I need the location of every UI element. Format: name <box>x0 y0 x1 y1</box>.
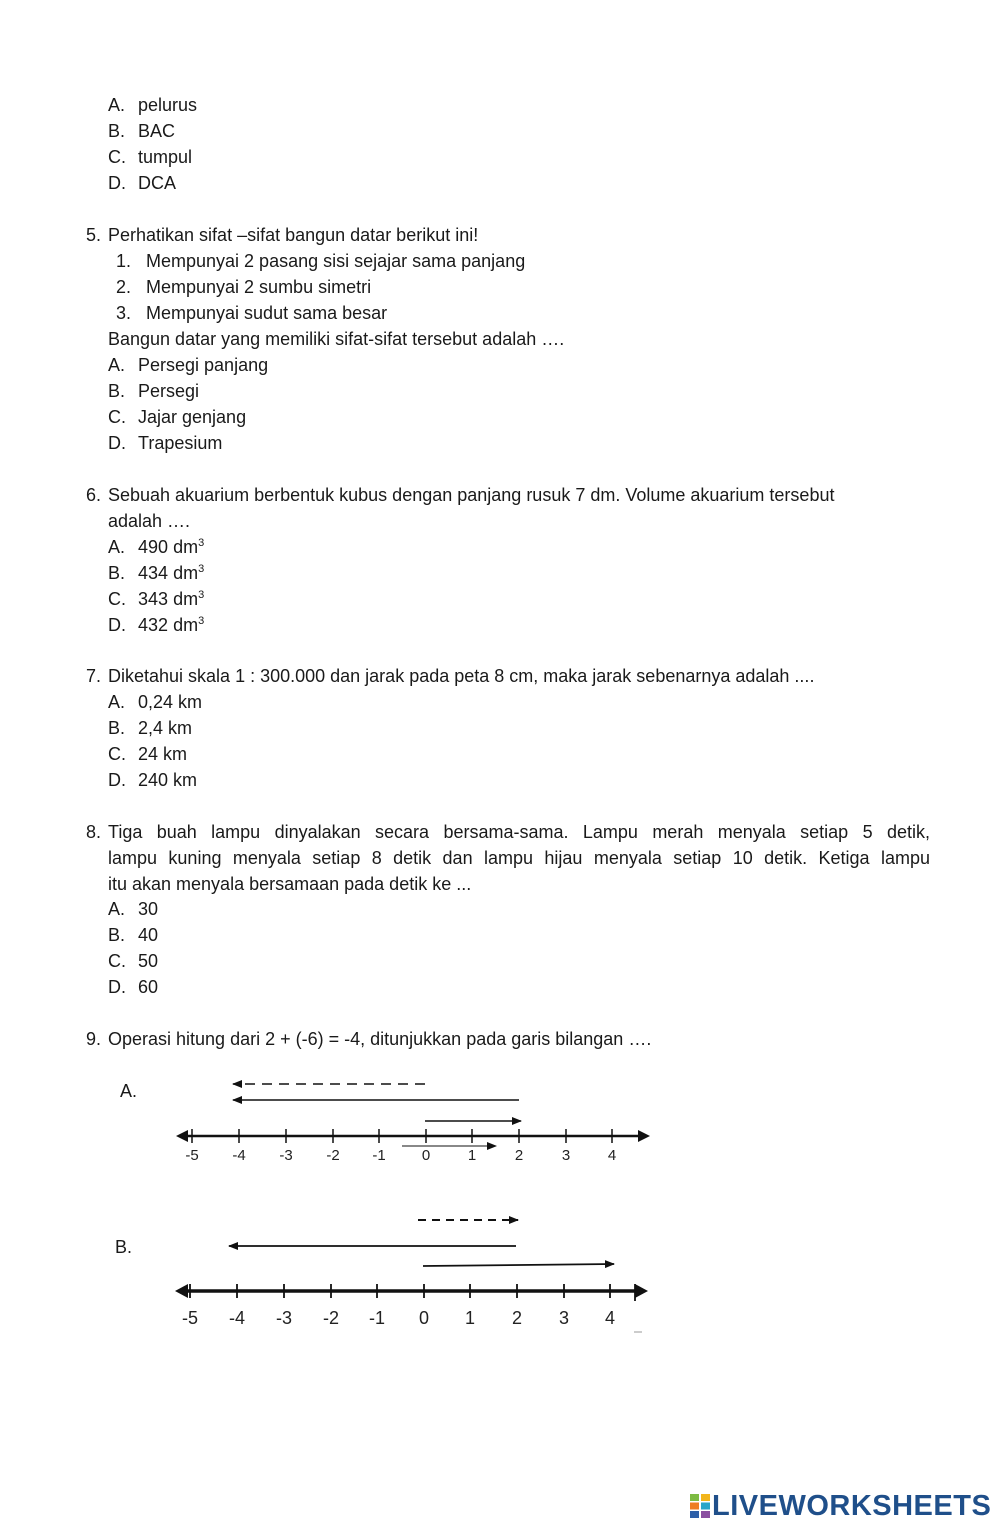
q7-option-a <box>108 691 202 713</box>
number-line-b <box>170 1206 670 1336</box>
tick-label: -1 <box>372 1147 386 1164</box>
q5-text: Perhatikan sifat –sifat bangun datar berikut ini! <box>108 225 479 245</box>
option-text: 2,4 km <box>138 718 193 738</box>
tick-label: 0 <box>421 1147 431 1164</box>
tick-label: -2 <box>326 1147 340 1164</box>
q5-item-3 <box>116 302 387 324</box>
q9-option-a-label: A. <box>120 1081 138 1101</box>
q5-option-c <box>108 406 246 428</box>
option-letter: B. <box>108 381 126 401</box>
option-text: 60 <box>138 977 159 997</box>
option-letter: C. <box>108 147 126 167</box>
axis-left-arrowhead <box>175 1284 188 1298</box>
option-letter: D. <box>108 615 126 635</box>
option-value: 490 <box>138 537 169 557</box>
q8-number: 8. <box>86 822 102 842</box>
option-letter: A. <box>108 692 126 712</box>
q7-option-b <box>108 717 192 739</box>
q9-number: 9. <box>86 1029 102 1049</box>
tick-label: -1 <box>368 1308 386 1328</box>
q6-number: 6. <box>86 485 102 505</box>
number-line-a <box>170 1066 670 1176</box>
tick-label: 2 <box>511 1308 523 1328</box>
tick-label: -5 <box>181 1308 199 1328</box>
tick-label: 4 <box>604 1308 616 1328</box>
q8-option-d <box>108 976 158 998</box>
q8-option-b <box>108 924 158 946</box>
tick-label: -4 <box>228 1308 246 1328</box>
tick-label: 0 <box>418 1308 430 1328</box>
q5-item-2 <box>116 276 371 298</box>
q6-text-line1: Sebuah akuarium berbentuk kubus dengan panjang rusuk 7 dm. Volume akuarium tersebut <box>108 485 835 505</box>
tick-label: -3 <box>279 1147 293 1164</box>
q5-number: 5. <box>86 225 102 245</box>
option-unit: dm <box>173 615 199 635</box>
tick-label: 2 <box>514 1147 524 1164</box>
axis-left-arrowhead <box>176 1130 188 1142</box>
option-text: 0,24 km <box>138 692 203 712</box>
option-text: 24 km <box>138 744 188 764</box>
option-text: 240 km <box>138 770 198 790</box>
option-letter: D. <box>108 770 126 790</box>
option-text: Persegi <box>138 381 200 401</box>
option-letter: A. <box>108 355 126 375</box>
option-letter: A. <box>108 899 126 919</box>
option-unit: dm <box>173 537 199 557</box>
tick-label: 4 <box>607 1147 617 1164</box>
q8-text-line2: lampu kuning menyala setiap 8 detik dan lampu hijau menyala setiap 10 detik. Ketiga lampu <box>108 848 930 868</box>
option-text: DCA <box>138 173 177 193</box>
item-number: 3. <box>116 303 132 323</box>
q8-text-line1: Tiga buah lampu dinyalakan secara bersama-sama. Lampu merah menyala setiap 5 detik, <box>108 822 930 842</box>
q5-option-d <box>108 432 222 454</box>
q8-option-c <box>108 950 158 972</box>
option-letter: A. <box>108 537 126 557</box>
option-letter: B. <box>108 121 126 141</box>
q9-text: Operasi hitung dari 2 + (-6) = -4, ditunjukkan pada garis bilangan …. <box>108 1029 652 1049</box>
option-letter: B. <box>108 563 126 583</box>
option-text: 30 <box>138 899 159 919</box>
option-value: 432 <box>138 615 169 635</box>
option-text: BAC <box>138 121 176 141</box>
q6-option-c <box>108 588 204 610</box>
option-letter: D. <box>108 977 126 997</box>
tick-label: 1 <box>464 1308 476 1328</box>
q5-prompt: Bangun datar yang memiliki sifat-sifat tersebut adalah …. <box>108 329 565 349</box>
q4-option-d <box>108 172 176 194</box>
q5-item-1 <box>116 250 525 272</box>
tick-label: 3 <box>561 1147 571 1164</box>
option-letter: A. <box>108 95 126 115</box>
option-value: 343 <box>138 589 169 609</box>
q5-option-a <box>108 354 268 376</box>
q7-number: 7. <box>86 666 102 686</box>
item-number: 1. <box>116 251 132 271</box>
option-letter: C. <box>108 407 126 427</box>
logo-text: LIVEWORKSHEETS <box>712 1489 992 1522</box>
axis-right-arrowhead <box>635 1284 648 1298</box>
tick-label: 3 <box>558 1308 570 1328</box>
option-text: Trapesium <box>138 433 223 453</box>
q7-option-c <box>108 743 187 765</box>
option-exponent: 3 <box>198 589 205 601</box>
logo-blocks-icon <box>690 1494 710 1518</box>
right-arrow-0-to-4 <box>423 1264 614 1266</box>
option-letter: C. <box>108 951 126 971</box>
item-text: Mempunyai 2 sumbu simetri <box>146 277 372 297</box>
q5-option-b <box>108 380 199 402</box>
q4-option-b <box>108 120 175 142</box>
item-text: Mempunyai 2 pasang sisi sejajar sama panjang <box>146 251 526 271</box>
option-unit: dm <box>173 589 199 609</box>
option-text: pelurus <box>138 95 198 115</box>
option-letter: D. <box>108 433 126 453</box>
option-letter: B. <box>108 925 126 945</box>
q4-option-c <box>108 146 192 168</box>
tick-label: -3 <box>275 1308 293 1328</box>
q8-option-a <box>108 898 158 920</box>
tick-label: 1 <box>467 1147 477 1164</box>
option-value: 434 <box>138 563 169 583</box>
option-unit: dm <box>173 563 199 583</box>
item-text: Mempunyai sudut sama besar <box>146 303 388 323</box>
q9-option-b-label: B. <box>115 1237 133 1257</box>
option-letter: C. <box>108 744 126 764</box>
option-text: Jajar genjang <box>138 407 247 427</box>
option-letter: D. <box>108 173 126 193</box>
q6-option-d <box>108 614 204 636</box>
option-exponent: 3 <box>198 537 205 549</box>
axis-right-arrowhead <box>638 1130 650 1142</box>
option-text: 40 <box>138 925 159 945</box>
q7-option-d <box>108 769 197 791</box>
item-number: 2. <box>116 277 132 297</box>
option-text: tumpul <box>138 147 193 167</box>
liveworksheets-logo <box>690 1489 991 1523</box>
tick-label: -5 <box>185 1147 199 1164</box>
q8-text-line3: itu akan menyala bersamaan pada detik ke ... <box>108 874 472 894</box>
option-exponent: 3 <box>198 563 205 575</box>
q4-option-a <box>108 94 197 116</box>
option-text: Persegi panjang <box>138 355 269 375</box>
q6-option-a <box>108 536 204 558</box>
tick-label: -2 <box>322 1308 340 1328</box>
q7-text: Diketahui skala 1 : 300.000 dan jarak pada peta 8 cm, maka jarak sebenarnya adalah .... <box>108 666 815 686</box>
q6-text-line2: adalah …. <box>108 511 191 531</box>
option-text: 50 <box>138 951 159 971</box>
option-letter: B. <box>108 718 126 738</box>
q6-option-b <box>108 562 204 584</box>
tick-label: -4 <box>232 1147 246 1164</box>
option-exponent: 3 <box>198 615 205 627</box>
option-letter: C. <box>108 589 126 609</box>
